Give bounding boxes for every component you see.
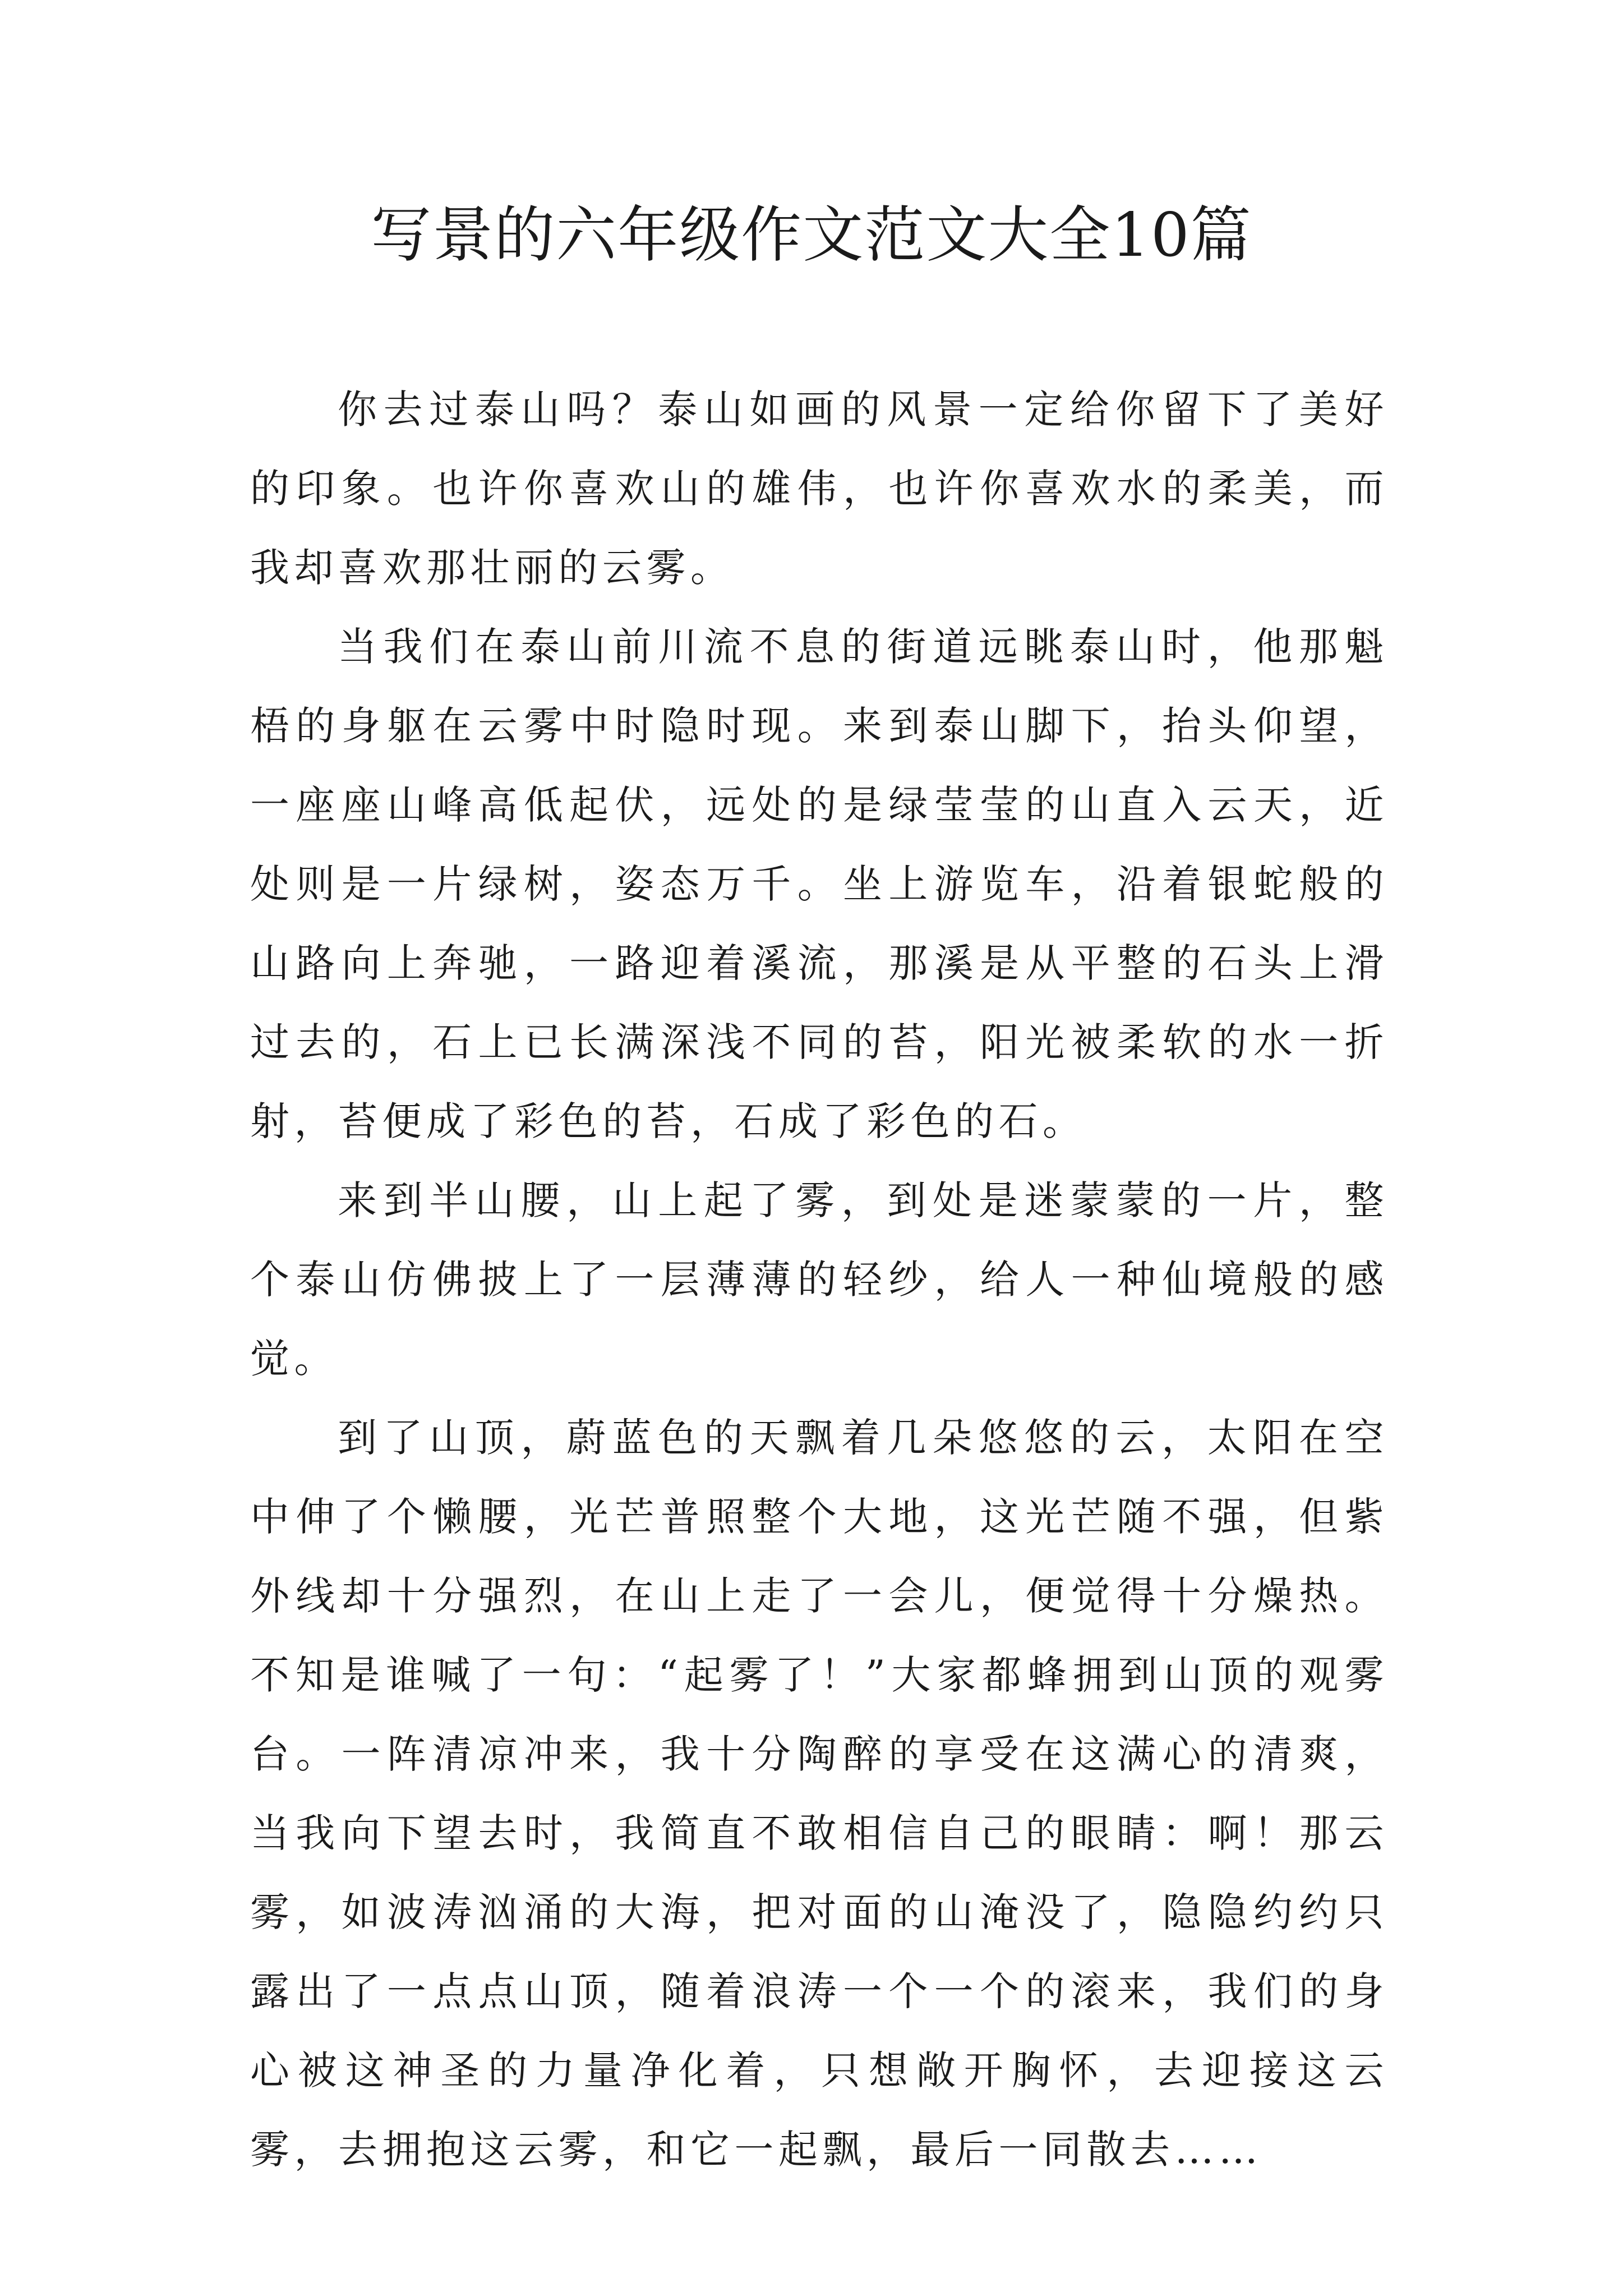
document-body [250,370,1389,2189]
paragraph-4: 到了山顶，蔚蓝色的天飘着几朵悠悠的云，太阳在空中伸了个懒腰，光芒普照整个大地，这光芒随不强，但紫外线却十分强烈，在山上走了一会儿，便觉得十分燥热。不知是谁喊了一句：“起雾了！”大家都蜂拥到山顶的观雾台。一阵清凉冲来，我十分陶醉的享受在这满心的清爽，当我向下望去时，我简直不敢相信自己的眼睛：啊！那云雾，如波涛汹涌的大海，把对面的山淹没了，隐隐约约只露出了一点点山顶，随着浪涛一个一个的滚来，我们的身心被这神圣的力量净化着，只想敞开胸怀，去迎接这云雾，去拥抱这云雾，和它一起飘，最后一同散去…… [250,1415,1389,2173]
paragraph-3: 来到半山腰，山上起了雾，到处是迷蒙蒙的一片，整个泰山仿佛披上了一层薄薄的轻纱，给人一种仙境般的感觉。 [250,1177,1389,1382]
paragraph-2: 当我们在泰山前川流不息的街道远眺泰山时，他那魁梧的身躯在云雾中时隐时现。来到泰山脚下，抬头仰望，一座座山峰高低起伏，远处的是绿莹莹的山直入云天，近处则是一片绿树，姿态万千。坐上游览车，沿着银蛇般的山路向上奔驰，一路迎着溪流，那溪是从平整的石头上滑过去的，石上已长满深浅不同的苔，阳光被柔软的水一折射，苔便成了彩色的苔，石成了彩色的石。 [250,624,1389,1144]
document-title: 写景的六年级作文范文大全10篇 [371,200,1252,270]
paragraph-1: 你去过泰山吗？泰山如画的风景一定给你留下了美好的印象。也许你喜欢山的雄伟，也许你喜欢水的柔美，而我却喜欢那壮丽的云雾。 [250,386,1389,591]
